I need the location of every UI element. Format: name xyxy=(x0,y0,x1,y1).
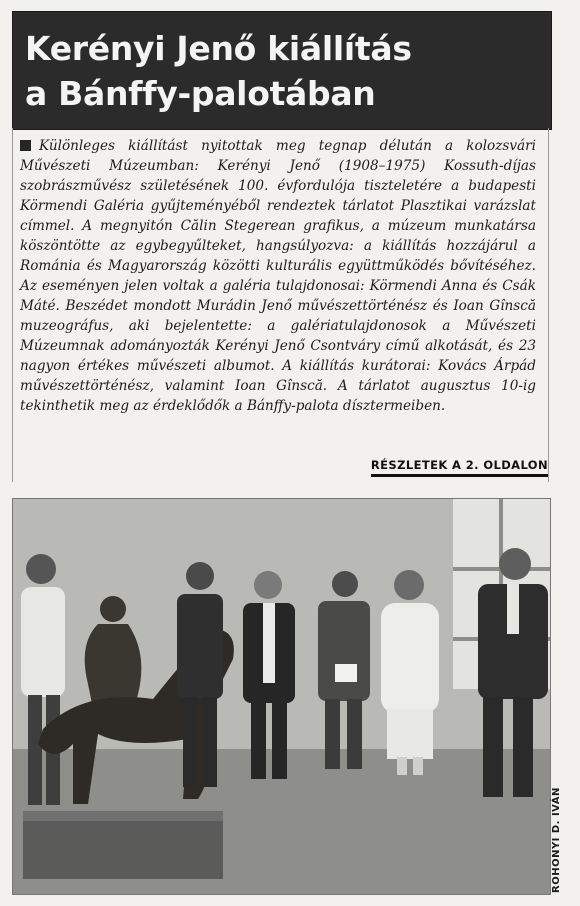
headline-banner xyxy=(12,11,552,130)
article-body-text: Különleges kiállítást nyitottak meg tegnap délután a kolozsvári Művészeti Múzeumban: Kerényi Jenő (1908–1975) Kossuth-díjas szobrászművész születésének 100. évfordulója tiszteletére a budapesti Körmendi Galéria gyűjteményéből rendeztek tárlatot Plasztikai varázslat címmel. A megnyitón Călin Stegerean grafikus, a múzeum munkatársa köszöntötte az egybegyűlteket, hangsúlyozva: a kiállítás hozzájárul a Románia és Magyarország közötti kulturális együttműködés bővítéséhez. Az eseményen jelen voltak a galéria tulajdonosai: Körmendi Anna és Csák Máté. Beszédet mondott Murádin Jenő művészettörténész és Ioan Gînscă muzeográfus, aki bejelentette: a galériatulajdonosok a Művészeti Múzeumnak adományozták Kerényi Jenő Csontváry című alkotását, és 23 nagyon értékes művészeti albumot. A kiállítás kurátorai: Kovács Árpád művészettörténész, valamint Ioan Gînscă. A tárlatot augusztus 10-ig tekinthetik meg az érdeklődők a Bánffy-palota dísztermeiben. xyxy=(20,138,536,414)
photo-illustration xyxy=(13,499,550,894)
headline-line-1: Kerényi Jenő kiállítás xyxy=(25,29,412,68)
continued-on-page-link[interactable]: RÉSZLETEK A 2. OLDALON xyxy=(371,458,548,477)
article-body xyxy=(20,136,536,416)
headline xyxy=(13,12,551,116)
headline-line-2: a Bánffy-palotában xyxy=(25,74,376,113)
photo-credit: ROHONYI D. IVÁN xyxy=(551,787,562,893)
exhibition-photo xyxy=(12,498,551,895)
square-bullet-icon xyxy=(20,140,31,151)
